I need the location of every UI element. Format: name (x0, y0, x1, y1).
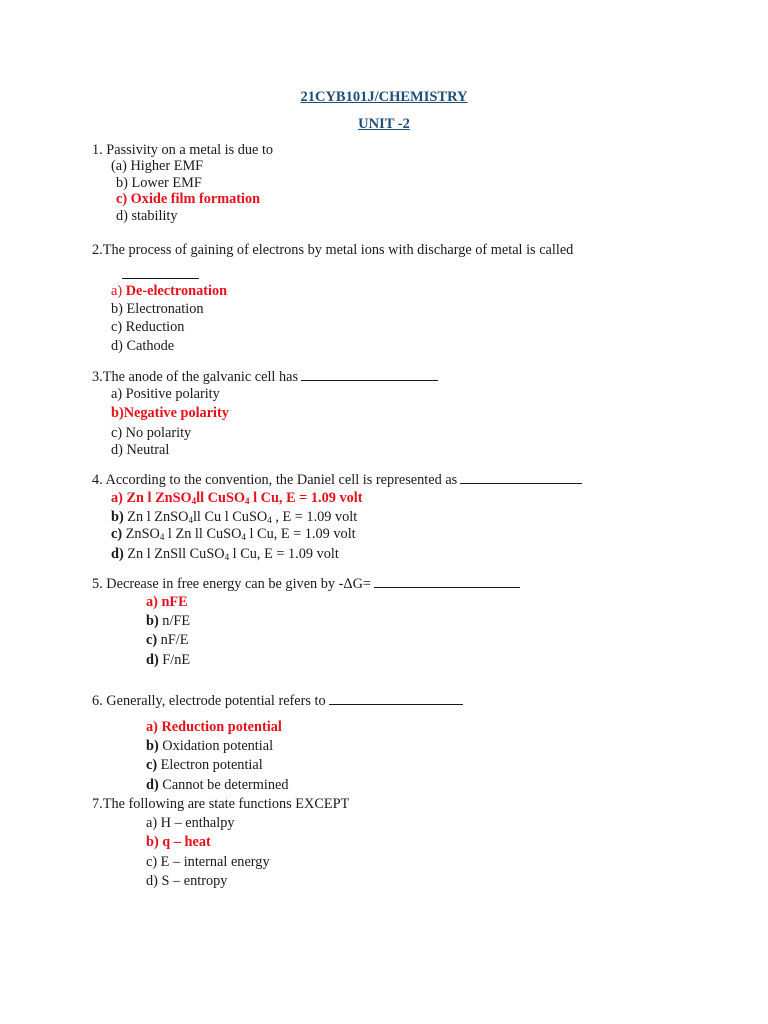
question-5-stem (92, 575, 520, 592)
q3-option-d: d) Neutral (111, 442, 170, 458)
q4-a-part3: l Cu, E = 1.09 volt (249, 490, 363, 506)
q4-a-part1: a) Zn l ZnSO (111, 490, 192, 506)
q3-option-b-answer (111, 405, 229, 421)
q4-d-part1: Zn l ZnSll CuSO (123, 546, 225, 562)
question-2-stem: 2.The process of gaining of electrons by metal ions with discharge of metal is called (92, 242, 574, 258)
q4-option-b (111, 509, 357, 525)
q4-b-part1: Zn l ZnSO (123, 509, 189, 525)
q2-option-a-text: De-electronation (125, 283, 228, 299)
q3-stem-text: 3.The anode of the galvanic cell has (92, 369, 299, 385)
q4-b-sub1: 4 (188, 515, 193, 525)
q5-c-label: c) (146, 632, 158, 648)
q4-option-d (111, 546, 339, 562)
q2-option-a-label: a) (111, 283, 123, 299)
q6-c-label: c) (146, 757, 158, 773)
question-3-stem (92, 368, 438, 385)
q6-option-d (146, 777, 289, 793)
q6-stem-text: 6. Generally, electrode potential refers to (92, 693, 326, 709)
q2-option-b: b) Electronation (111, 301, 204, 317)
q5-b-text: n/FE (158, 613, 191, 629)
q4-a-sub2: 4 (245, 496, 250, 506)
q5-c-text: nF/E (157, 632, 189, 648)
q4-blank (460, 471, 582, 484)
q2-option-c: c) Reduction (111, 319, 185, 335)
q3-option-b-text: Negative polarity (123, 405, 229, 421)
q6-option-a-answer: a) Reduction potential (146, 719, 282, 735)
q6-d-label: d) (146, 777, 159, 793)
q7-option-d: d) S – entropy (146, 873, 228, 889)
q4-b-sub2: 4 (267, 515, 272, 525)
q2-option-d: d) Cathode (111, 338, 175, 354)
q5-b-label: b) (146, 613, 159, 629)
q1-option-c-answer: c) Oxide film formation (116, 191, 261, 207)
question-4-stem (92, 471, 582, 488)
q1-option-d: d) stability (116, 208, 178, 224)
q3-option-a: a) Positive polarity (111, 386, 220, 402)
q4-d-part2: l Cu, E = 1.09 volt (229, 546, 339, 562)
q4-c-sub1: 4 (159, 532, 165, 542)
q6-blank (329, 692, 463, 705)
q6-b-label: b) (146, 738, 159, 754)
q7-option-c: c) E – internal energy (146, 854, 270, 870)
unit-title: UNIT -2 (358, 116, 410, 132)
q6-d-text: Cannot be determined (158, 777, 289, 793)
q5-option-b (146, 613, 190, 629)
course-title: 21CYB101J/CHEMISTRY (300, 89, 468, 105)
q4-a-part2: ll CuSO (196, 490, 246, 506)
q4-stem-text: 4. According to the convention, the Daniel cell is represented as (92, 472, 458, 488)
q5-option-d (146, 652, 190, 668)
question-6-stem (92, 692, 463, 709)
q1-option-a: (a) Higher EMF (111, 158, 204, 174)
q6-option-b (146, 738, 273, 754)
q4-b-part3: , E = 1.09 volt (271, 509, 358, 525)
q5-option-a-answer: a) nFE (146, 594, 188, 610)
q4-c-part2: l Zn ll CuSO (164, 526, 242, 542)
q6-c-text: Electron potential (157, 757, 263, 773)
q4-c-part3: l Cu, E = 1.09 volt (245, 526, 356, 542)
q7-option-a: a) H – enthalpy (146, 815, 235, 831)
q2-blank (122, 266, 199, 283)
q5-d-label: d) (146, 652, 159, 668)
q5-d-text: F/nE (158, 652, 191, 668)
q4-d-sub1: 4 (224, 552, 230, 562)
q5-option-c (146, 632, 189, 648)
q2-option-a-answer (111, 283, 227, 299)
q6-option-c (146, 757, 263, 773)
q4-option-a-answer (111, 490, 363, 506)
q3-option-b-label: b) (111, 405, 124, 421)
q1-option-b: b) Lower EMF (116, 175, 202, 191)
q4-a-sub1: 4 (191, 496, 197, 506)
q3-blank (301, 368, 438, 381)
q4-d-label: d) (111, 546, 124, 562)
q4-option-c (111, 526, 356, 542)
q7-option-b-answer: b) q – heat (146, 834, 211, 850)
q4-b-label: b) (111, 509, 124, 525)
q5-stem-text: 5. Decrease in free energy can be given by -ΔG= (92, 576, 371, 592)
q6-b-text: Oxidation potential (158, 738, 274, 754)
q5-blank (374, 575, 520, 588)
q4-b-part2: ll Cu l CuSO (192, 509, 268, 525)
question-7-stem: 7.The following are state functions EXCEPT (92, 796, 350, 812)
q4-c-part1: ZnSO (122, 526, 160, 542)
q4-c-sub2: 4 (241, 532, 246, 542)
question-1-stem: 1. Passivity on a metal is due to (92, 142, 274, 158)
q3-option-c: c) No polarity (111, 425, 192, 441)
q4-c-label: c) (111, 526, 123, 542)
